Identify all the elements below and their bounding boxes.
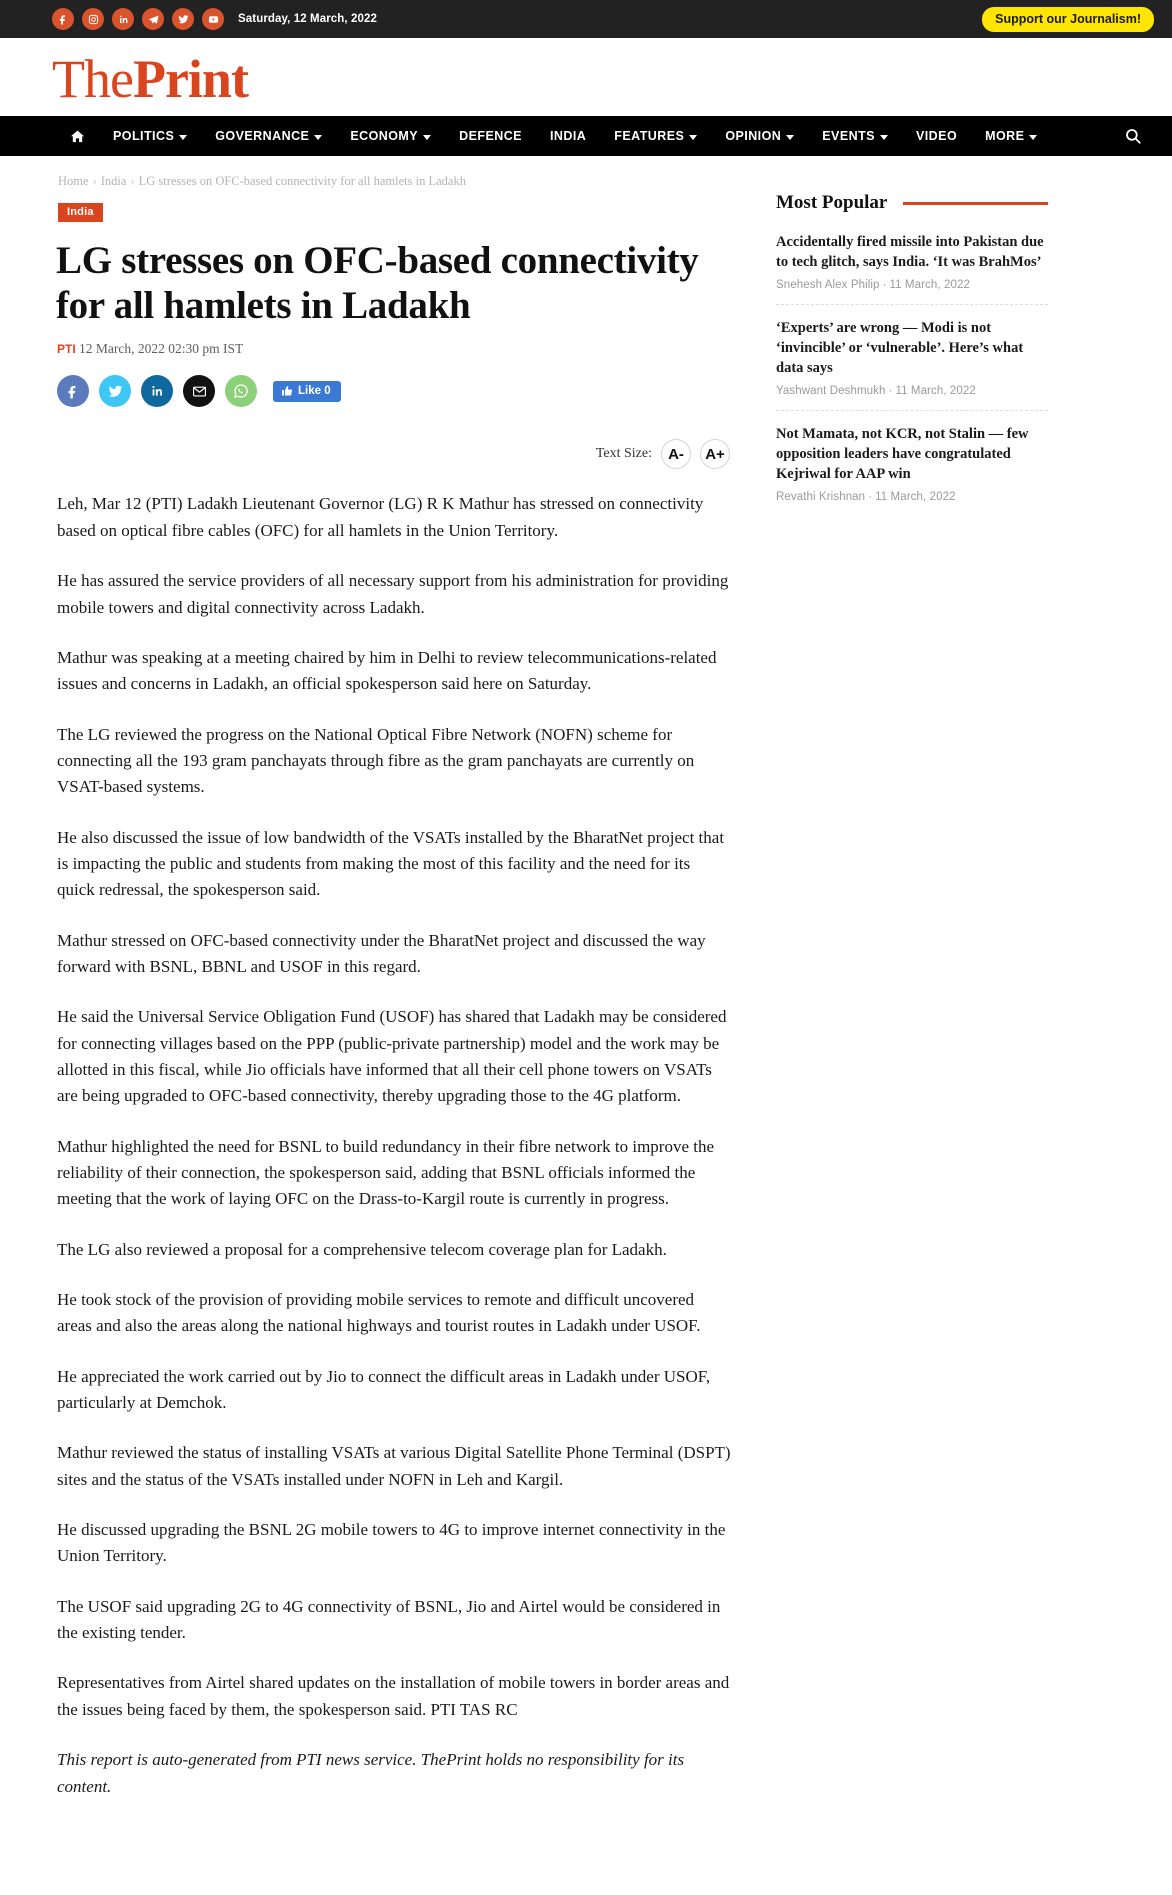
- most-popular-title: Most Popular: [776, 192, 888, 213]
- meta-separator: ·: [882, 279, 887, 291]
- nav-item-features[interactable]: [600, 129, 711, 143]
- article-paragraph: Mathur reviewed the status of installing VSATs at various Digital Satellite Phone Terminal (DSPT) sites and the status of the VSATs installed under NOFN in Leh and Kargil.: [57, 1443, 731, 1489]
- share-facebook-icon[interactable]: [57, 375, 89, 407]
- nav-item-economy[interactable]: [336, 129, 445, 143]
- article-paragraph: He said the Universal Service Obligation Fund (USOF) has shared that Ladakh may be considered for connecting villages based on the PPP (public-private partnership) model and the work may be allotted in this fiscal, while Jio officials have informed that all their cell phone towers on VSATs are being upgraded to OFC-based connectivity, thereby upgrading those to the 4G platform.: [57, 1007, 727, 1106]
- nav-label: GOVERNANCE: [215, 129, 310, 143]
- masthead: [0, 38, 1172, 116]
- nav-item-defence[interactable]: [445, 129, 536, 143]
- article-paragraph: Mathur was speaking at a meeting chaired by him in Delhi to review telecommunications-related issues and concerns in Ladakh, an official spokesperson said here on Saturday.: [57, 647, 717, 694]
- byline-timestamp: 12 March, 2022 02:30 pm IST: [79, 341, 244, 357]
- share-bar: [57, 375, 732, 407]
- popular-item-date: 11 March, 2022: [875, 491, 956, 503]
- text-size-control: [52, 439, 732, 469]
- like-label: Like 0: [298, 384, 331, 397]
- nav-item-more[interactable]: [971, 129, 1051, 143]
- nav-item-video[interactable]: [902, 129, 971, 143]
- article-paragraph: The LG reviewed the progress on the National Optical Fibre Network (NOFN) scheme for connecting all the 193 gram panchayats through fibre as the gram panchayats are currently on VSAT-based systems.: [57, 724, 695, 797]
- popular-item-title[interactable]: Not Mamata, not KCR, not Stalin — few opposition leaders have congratulated Kejriwal for AAP win: [776, 426, 1029, 482]
- share-whatsapp-icon[interactable]: [225, 375, 257, 407]
- popular-item-title[interactable]: Accidentally fired missile into Pakistan due to tech glitch, says India. ‘It was BrahMos’: [776, 234, 1044, 270]
- sidebar: [776, 156, 1048, 1824]
- list-item[interactable]: [776, 424, 1048, 516]
- instagram-icon[interactable]: [82, 8, 104, 30]
- meta-separator: ·: [868, 491, 873, 503]
- chevron-down-icon: [423, 135, 431, 140]
- nav-item-india[interactable]: [536, 129, 600, 143]
- nav-label: DEFENCE: [459, 129, 522, 143]
- article-paragraph: He has assured the service providers of all necessary support from his administration for providing mobile towers and digital connectivity across Ladakh.: [57, 571, 729, 617]
- meta-separator: ·: [888, 385, 893, 397]
- nav-label: EVENTS: [822, 129, 875, 143]
- article-paragraph: Mathur stressed on OFC-based connectivity under the BharatNet project and discussed the way forward with BSNL, BBNL and USOF in this regard.: [57, 930, 706, 976]
- byline-source[interactable]: PTI: [57, 342, 76, 357]
- breadcrumb-separator: ›: [130, 174, 135, 188]
- chevron-down-icon: [786, 135, 794, 140]
- nav-label: POLITICS: [113, 129, 175, 143]
- list-item[interactable]: [776, 318, 1048, 411]
- main-navigation: [0, 116, 1172, 156]
- popular-item-meta: [776, 279, 1048, 291]
- byline: [57, 341, 732, 357]
- popular-item-author: Snehesh Alex Philip: [776, 279, 880, 291]
- popular-item-meta: [776, 491, 1048, 503]
- logo-the: The: [52, 49, 133, 109]
- nav-label: VIDEO: [915, 129, 958, 143]
- article-paragraph: He took stock of the provision of providing mobile services to remote and difficult uncovered areas and also the areas along the national highways and tourist routes in Ladakh under USOF.: [57, 1290, 701, 1336]
- page-title: LG stresses on OFC-based connectivity for all hamlets in Ladakh: [56, 239, 699, 328]
- popular-item-author: Revathi Krishnan: [776, 491, 866, 503]
- share-twitter-icon[interactable]: [99, 375, 131, 407]
- most-popular-header: [776, 192, 1048, 214]
- nav-item-opinion[interactable]: [711, 129, 808, 143]
- chevron-down-icon: [880, 135, 888, 140]
- article-paragraph: He appreciated the work carried out by Jio to connect the difficult areas in Ladakh under USOF, particularly at Demchok.: [57, 1366, 711, 1413]
- nav-item-events[interactable]: [808, 129, 902, 143]
- linkedin-icon[interactable]: [112, 8, 134, 30]
- nav-item-governance[interactable]: [201, 129, 336, 143]
- facebook-icon[interactable]: [52, 8, 74, 30]
- twitter-icon[interactable]: [172, 8, 194, 30]
- chevron-down-icon: [314, 135, 322, 140]
- chevron-down-icon: [689, 135, 697, 140]
- article-paragraph: Mathur highlighted the need for BSNL to build redundancy in their fibre network to improve the reliability of their connection, the spokesperson said, adding that BSNL officials informed the meeting that the work of laying OFC on the Drass-to-Kargil route is currently in progress.: [57, 1136, 715, 1209]
- logo-print: Print: [132, 49, 248, 109]
- chevron-down-icon: [1029, 135, 1037, 140]
- page-container: [0, 156, 1172, 1824]
- nav-label: OPINION: [725, 129, 782, 143]
- text-size-decrease-button[interactable]: A-: [661, 439, 691, 469]
- support-journalism-button[interactable]: Support our Journalism!: [982, 7, 1154, 32]
- popular-item-date: 11 March, 2022: [889, 279, 970, 291]
- text-size-label: Text Size:: [595, 446, 652, 462]
- nav-item-politics[interactable]: [99, 129, 201, 143]
- youtube-icon[interactable]: [202, 8, 224, 30]
- share-linkedin-icon[interactable]: [141, 375, 173, 407]
- article-paragraph: Representatives from Airtel shared updates on the installation of mobile towers in border areas and the issues being faced by them, the spokesperson said. PTI TAS RC: [57, 1673, 730, 1719]
- breadcrumb-current: LG stresses on OFC-based connectivity for all hamlets in Ladakh: [138, 174, 466, 188]
- current-date: Saturday, 12 March, 2022: [238, 13, 377, 25]
- text-size-increase-button[interactable]: A+: [700, 439, 730, 469]
- popular-item-meta: [776, 385, 1048, 397]
- article-paragraph: The USOF said upgrading 2G to 4G connectivity of BSNL, Jio and Airtel would be considered in the existing tender.: [57, 1596, 721, 1643]
- category-badge[interactable]: India: [58, 203, 103, 222]
- share-email-icon[interactable]: [183, 375, 215, 407]
- header-rule: [903, 202, 1048, 205]
- article-paragraph: He also discussed the issue of low bandwidth of the VSATs installed by the BharatNet project that is impacting the public and students from making the most of this facility and the need for its quick redressal, the spokesperson said.: [57, 827, 725, 900]
- breadcrumb-section[interactable]: India: [100, 174, 127, 188]
- popular-item-title[interactable]: ‘Experts’ are wrong — Modi is not ‘invincible’ or ‘vulnerable’. Here’s what data says: [776, 320, 1024, 376]
- search-icon[interactable]: [1124, 127, 1154, 145]
- thumbs-up-icon: [281, 385, 293, 397]
- social-links: [52, 8, 224, 30]
- home-icon[interactable]: [52, 129, 99, 144]
- facebook-like-button[interactable]: [273, 381, 341, 402]
- article-paragraph: He discussed upgrading the BSNL 2G mobile towers to 4G to improve internet connectivity in the Union Territory.: [57, 1520, 726, 1566]
- list-item[interactable]: [776, 232, 1048, 305]
- article-body: [57, 491, 732, 1799]
- popular-item-author: Yashwant Deshmukh: [776, 385, 886, 397]
- nav-label: FEATURES: [614, 129, 685, 143]
- breadcrumb-home[interactable]: Home: [58, 174, 89, 188]
- popular-item-date: 11 March, 2022: [895, 385, 976, 397]
- nav-label: INDIA: [549, 129, 587, 143]
- telegram-icon[interactable]: [142, 8, 164, 30]
- article-paragraph: Leh, Mar 12 (PTI) Ladakh Lieutenant Governor (LG) R K Mathur has stressed on connectivity based on optical fibre cables (OFC) for all hamlets in the Union Territory.: [57, 494, 704, 540]
- breadcrumb-separator: ›: [92, 174, 97, 188]
- nav-label: MORE: [985, 129, 1025, 143]
- nav-label: ECONOMY: [350, 129, 419, 143]
- site-logo[interactable]: [52, 49, 248, 109]
- article-disclaimer: This report is auto-generated from PTI news service. ThePrint holds no responsibility for its content.: [57, 1750, 685, 1796]
- breadcrumb: [52, 156, 732, 189]
- article-paragraph: The LG also reviewed a proposal for a comprehensive telecom coverage plan for Ladakh.: [57, 1239, 667, 1259]
- top-bar: [0, 0, 1172, 38]
- article-column: [52, 156, 732, 1824]
- chevron-down-icon: [179, 135, 187, 140]
